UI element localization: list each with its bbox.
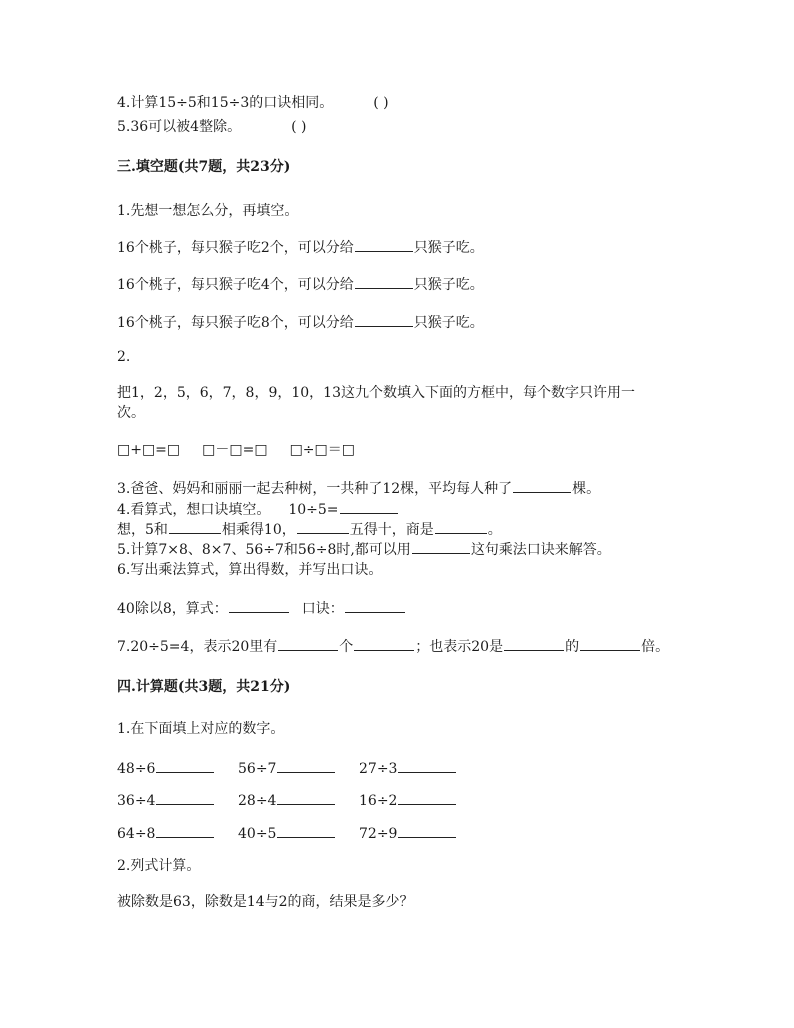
fill-q7: 7.20÷5=4，表示20里有 个 ；也表示20是 的 倍。 <box>117 636 669 656</box>
answer-blank[interactable] <box>340 499 398 514</box>
fill-q6-line: 40除以8，算式： 口诀： <box>117 598 406 618</box>
section-3-title: 三.填空题(共7题，共23分) <box>117 159 291 175</box>
fill-q2-line-2: 次。 <box>117 405 145 421</box>
answer-blank[interactable] <box>345 598 405 613</box>
fill-q1-line-2: 16个桃子，每只猴子吃4个，可以分给 只猴子吃。 <box>117 274 484 294</box>
answer-blank[interactable] <box>435 519 487 534</box>
answer-blank[interactable] <box>156 790 214 805</box>
answer-blank[interactable] <box>580 636 640 651</box>
equation-add: □+□=□ <box>117 442 181 458</box>
answer-blank[interactable] <box>504 636 564 651</box>
judge-item-5-paren: ( ) <box>291 119 307 135</box>
fill-q5: 5.计算7×8、8×7、56÷7和56÷8时,都可以用 这句乘法口诀来解答。 <box>117 539 611 559</box>
answer-blank[interactable] <box>277 758 335 773</box>
fill-q4-line-2: 想，5和 相乘得10， 五得十，商是 。 <box>117 519 502 539</box>
answer-blank[interactable] <box>398 758 456 773</box>
answer-blank[interactable] <box>229 598 289 613</box>
answer-blank[interactable] <box>398 790 456 805</box>
answer-blank[interactable] <box>156 758 214 773</box>
answer-blank[interactable] <box>412 539 470 554</box>
fill-q3: 3.爸爸、妈妈和丽丽一起去种树，一共种了12棵，平均每人种了 棵。 <box>117 478 600 498</box>
answer-blank[interactable] <box>156 823 214 838</box>
judge-item-5-text: 5.36可以被4整除。 <box>117 119 242 135</box>
judge-item-4 <box>117 94 389 112</box>
answer-blank[interactable] <box>169 519 221 534</box>
calc-row-1: 48÷6 56÷7 27÷3 <box>117 758 457 778</box>
fill-q1-prompt: 1.先想一想怎么分，再填空。 <box>117 203 299 219</box>
fill-q4-line-1: 4.看算式，想口诀填空。 10÷5= <box>117 499 399 519</box>
calc-row-2: 36÷4 28÷4 16÷2 <box>117 790 457 810</box>
fill-q2-number: 2. <box>117 349 131 365</box>
fill-q2-line-1: 把1，2，5，6，7，8，9，10，13这九个数填入下面的方框中，每个数字只许用一 <box>117 385 635 401</box>
answer-blank[interactable] <box>277 823 335 838</box>
answer-blank[interactable] <box>297 519 349 534</box>
calc-q2-prompt: 2.列式计算。 <box>117 858 201 874</box>
equation-subtract: □－□=□ <box>202 442 268 458</box>
answer-blank[interactable] <box>278 636 338 651</box>
answer-blank[interactable] <box>355 237 413 252</box>
fill-q2-equations <box>117 441 355 459</box>
equation-divide: □÷□＝□ <box>289 442 355 458</box>
fill-q1-line-1: 16个桃子，每只猴子吃2个，可以分给 只猴子吃。 <box>117 237 484 257</box>
answer-blank[interactable] <box>398 823 456 838</box>
calc-row-3: 64÷8 40÷5 72÷9 <box>117 823 457 843</box>
answer-blank[interactable] <box>355 274 413 289</box>
fill-q6-prompt: 6.写出乘法算式，算出得数，并写出口诀。 <box>117 562 383 578</box>
judge-item-4-text: 4.计算15÷5和15÷3的口诀相同。 <box>117 95 334 111</box>
answer-blank[interactable] <box>355 312 413 327</box>
calc-q1-prompt: 1.在下面填上对应的数字。 <box>117 721 285 737</box>
answer-blank[interactable] <box>277 790 335 805</box>
answer-blank[interactable] <box>513 478 571 493</box>
judge-item-4-paren: ( ) <box>373 95 389 111</box>
fill-q1-line-3: 16个桃子，每只猴子吃8个，可以分给 只猴子吃。 <box>117 312 484 332</box>
section-4-title: 四.计算题(共3题，共21分) <box>117 679 291 695</box>
answer-blank[interactable] <box>354 636 414 651</box>
calc-q2-text: 被除数是63，除数是14与2的商，结果是多少？ <box>117 894 414 910</box>
judge-item-5 <box>117 118 306 136</box>
